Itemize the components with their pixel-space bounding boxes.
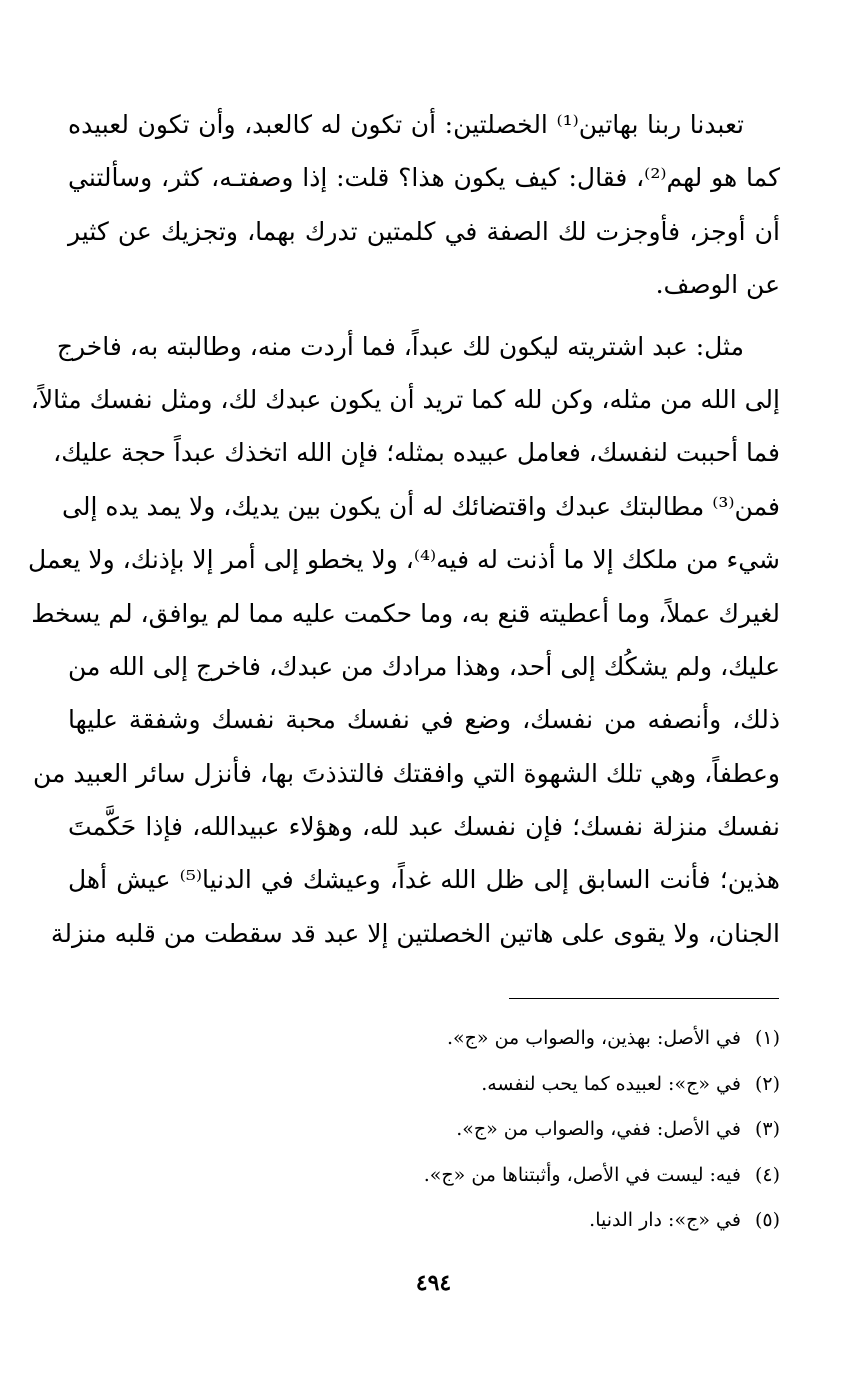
footnote-text: فيه: ليست في الأصل، وأثبتناها من «ج».: [423, 1163, 741, 1186]
footnote-number: (٥): [754, 1209, 780, 1231]
text-line: تعبدنا ربنا بهاتين⁽¹⁾ الخصلتين: أن تكون له كالعبد، وأن تكون لعبيده: [68, 110, 744, 139]
footnote: [300, 1016, 780, 1062]
page-number: ٤٩٤: [415, 1270, 452, 1296]
footnote: [300, 1198, 780, 1244]
footnote-text: في «ج»: لعبيده كما يحب لنفسه.: [481, 1072, 741, 1095]
text-line: عن الوصف.: [655, 270, 780, 300]
footnote-text: في الأصل: ففي، والصواب من «ج».: [456, 1118, 741, 1140]
text-line: وعطفاً، وهي تلك الشهوة التي وافقتك فالتذذتَ بها، فأنزل سائر العبيد من: [33, 758, 780, 788]
footnote: [300, 1062, 780, 1108]
footnote: [300, 1153, 780, 1199]
footnote-divider: [509, 998, 779, 999]
footnotes: [300, 1016, 780, 1244]
text-line: لغيرك عملاً، وما أعطيته قنع به، وما حكمت عليه مما لم يوافق، لم يسخط: [31, 598, 780, 628]
text-line: مثل: عبد اشتريته ليكون لك عبداً، فما أردت منه، وطالبته به، فاخرج: [56, 331, 744, 361]
text-line: إلى الله من مثله، وكن لله كما تريد أن يكون عبدك لك، ومثل نفسك مثالاً،: [30, 384, 780, 414]
footnote-text: في «ج»: دار الدنيا.: [589, 1209, 741, 1231]
paragraph-gap: [68, 312, 780, 320]
body-text: [28, 98, 780, 960]
text-line: عليك، ولم يشكُك إلى أحد، وهذا مرادك من عبدك، فاخرج إلى الله من: [68, 651, 780, 681]
text-line: ذلك، وأنصفه من نفسك، وضع في نفسك محبة نفسك وشفقة عليها: [68, 705, 780, 735]
text-line: نفسك منزلة نفسك؛ فإن نفسك عبد لله، وهؤلاء عبيدالله، فإذا حَكَّمتَ: [68, 812, 780, 842]
footnote-number: (٣): [754, 1118, 780, 1140]
footnote-number: (٤): [754, 1163, 780, 1186]
text-line: فمن⁽³⁾ مطالبتك عبدك واقتضائك له أن يكون بين يديك، ولا يمد يده إلى: [62, 491, 780, 521]
footnote-number: (١): [754, 1027, 780, 1049]
text-line: كما هو لهم⁽²⁾، فقال: كيف يكون هذا؟ قلت: إذا وصفتـه، كثر، وسألتني: [68, 163, 780, 193]
text-line: شيء من ملكك إلا ما أذنت له فيه⁽⁴⁾، ولا يخطو إلى أمر إلا بإذنك، ولا يعمل: [28, 545, 780, 575]
text-line: هذين؛ فأنت السابق إلى ظل الله غداً، وعيشك في الدنيا⁽⁵⁾ عيش أهل: [68, 865, 780, 895]
footnote-text: في الأصل: بهذين، والصواب من «ج».: [446, 1027, 741, 1049]
text-line: أن أوجز، فأوجزت لك الصفة في كلمتين تدرك بهما، وتجزيك عن كثير: [68, 216, 780, 246]
footnote: [300, 1107, 780, 1153]
text-line: الجنان، ولا يقوى على هاتين الخصلتين إلا عبد قد سقطت من قلبه منزلة: [50, 918, 780, 948]
footnote-number: (٢): [754, 1072, 780, 1095]
text-line: فما أحببت لنفسك، فعامل عبيده بمثله؛ فإن الله اتخذك عبداً حجة عليك،: [53, 438, 780, 468]
